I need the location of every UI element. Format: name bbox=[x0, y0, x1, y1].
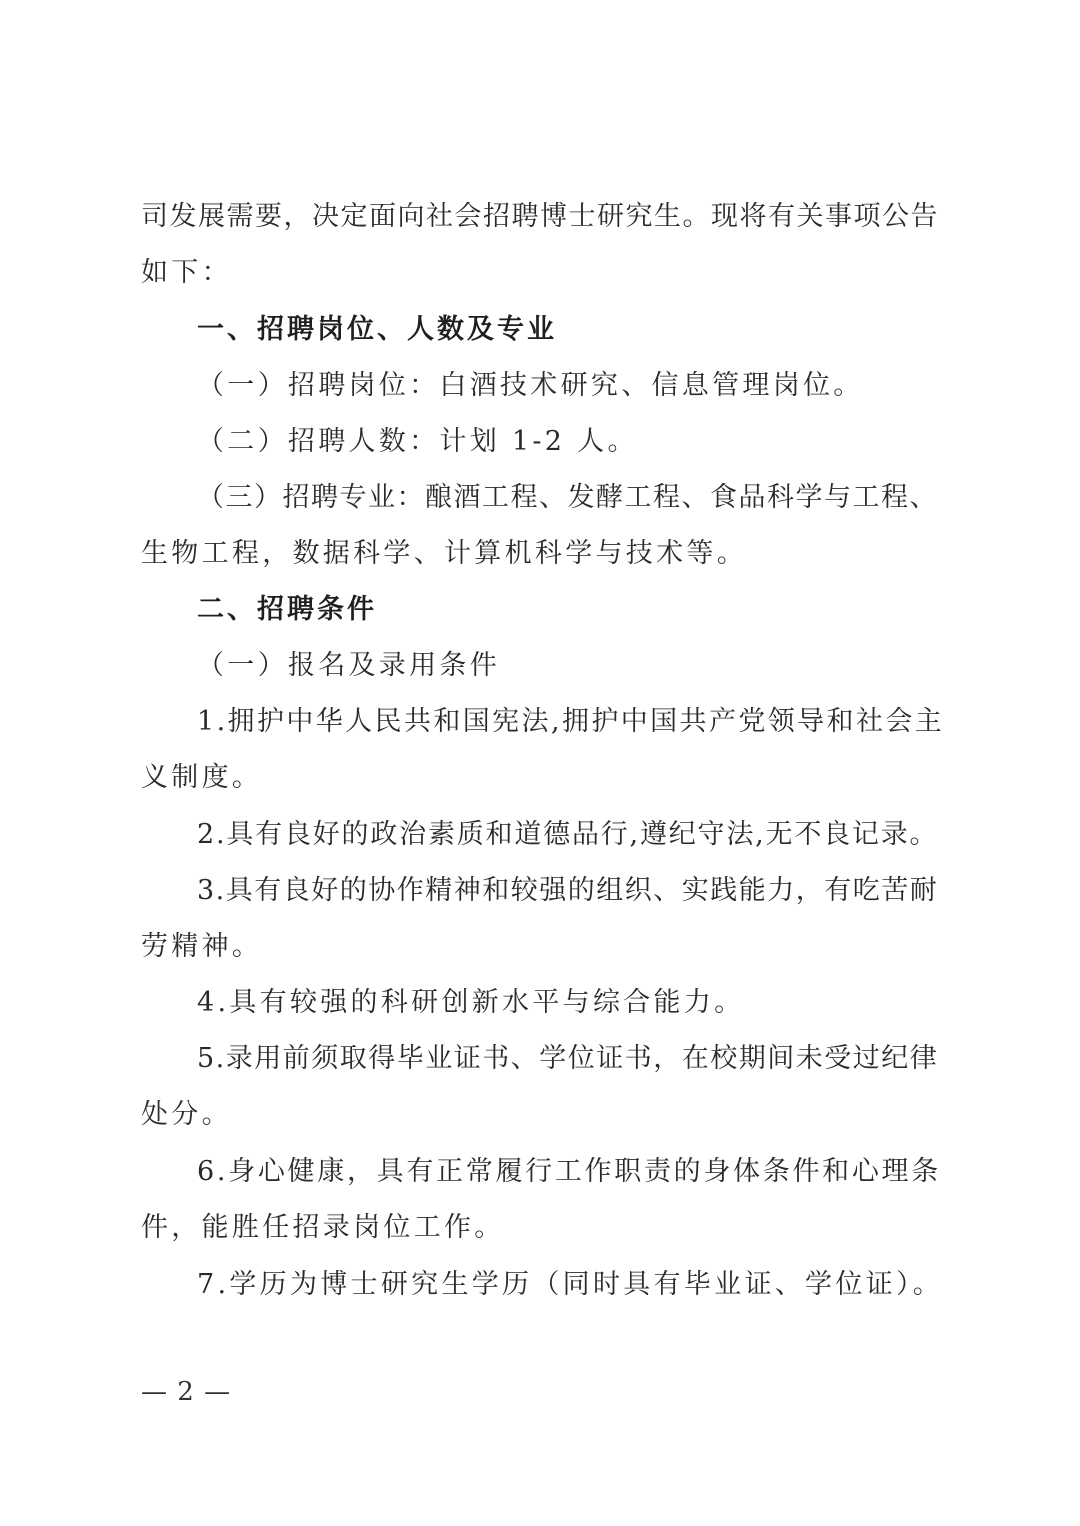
condition-2: 2.具有良好的政治素质和道德品行,遵纪守法,无不良记录。 bbox=[197, 819, 939, 850]
section-1-item-3-line-1: （三）招聘专业：酿酒工程、发酵工程、食品科学与工程、 bbox=[197, 482, 938, 513]
condition-6-line-1: 6.身心健康，具有正常履行工作职责的身体条件和心理条 bbox=[197, 1156, 941, 1187]
section-1-item-3-line-2: 生物工程，数据科学、计算机科学与技术等。 bbox=[141, 538, 747, 569]
condition-5-line-2: 处分。 bbox=[141, 1099, 232, 1130]
section-1-heading: 一、招聘岗位、人数及专业 bbox=[197, 314, 557, 345]
intro-line-2: 如下： bbox=[141, 257, 232, 288]
condition-7: 7.学历为博士研究生学历（同时具有毕业证、学位证）。 bbox=[197, 1269, 944, 1300]
intro-line-1: 司发展需要，决定面向社会招聘博士研究生。现将有关事项公告 bbox=[141, 201, 939, 232]
section-1-item-2: （二）招聘人数：计划 1-2 人。 bbox=[197, 426, 638, 457]
condition-3-line-2: 劳精神。 bbox=[141, 931, 263, 962]
condition-5-line-1: 5.录用前须取得毕业证书、学位证书，在校期间未受过纪律 bbox=[197, 1043, 939, 1074]
section-1-item-1: （一）招聘岗位：白酒技术研究、信息管理岗位。 bbox=[197, 370, 864, 401]
condition-4: 4.具有较强的科研创新水平与综合能力。 bbox=[197, 987, 745, 1018]
condition-3-line-1: 3.具有良好的协作精神和较强的组织、实践能力，有吃苦耐 bbox=[197, 875, 939, 906]
condition-6-line-2: 件，能胜任招录岗位工作。 bbox=[141, 1212, 505, 1243]
condition-1-line-2: 义制度。 bbox=[141, 762, 263, 793]
section-2-subheading-1: （一）报名及录用条件 bbox=[197, 650, 500, 681]
page-number: — 2 — bbox=[141, 1377, 232, 1407]
condition-1-line-1: 1.拥护中华人民共和国宪法,拥护中国共产党领导和社会主 bbox=[197, 706, 945, 737]
section-2-heading: 二、招聘条件 bbox=[197, 594, 377, 625]
